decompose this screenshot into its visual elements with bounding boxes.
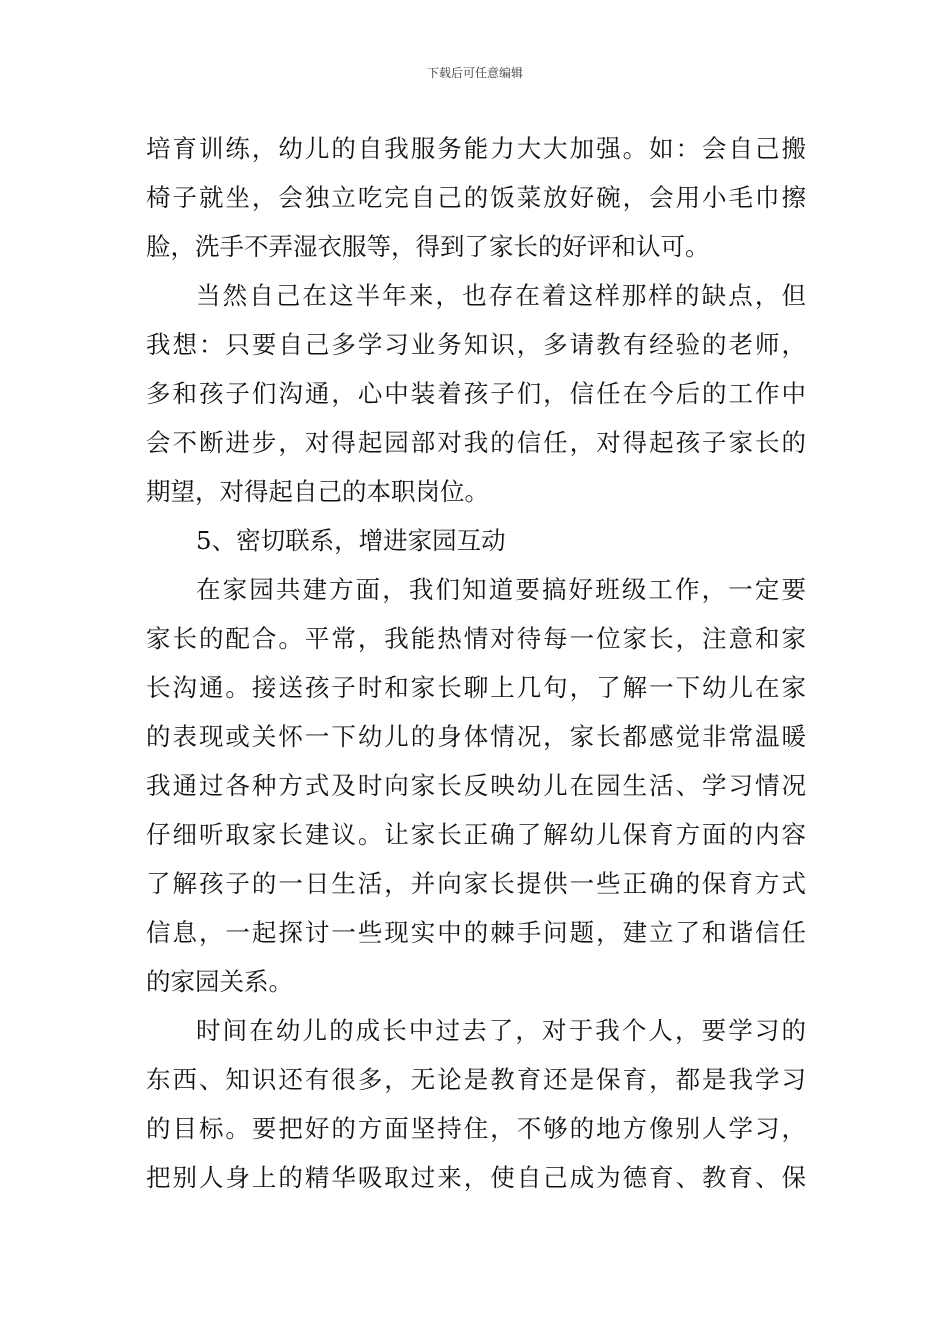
- paragraph-first-line: 当然自己在这半年来，也存在着这样那样的缺点，但: [196, 281, 806, 310]
- text-line: 椅子就坐，会独立吃完自己的饭菜放好碗，会用小毛巾擦: [146, 183, 806, 212]
- text-line: 培育训练，幼儿的自我服务能力大大加强。如：会自己搬: [146, 134, 806, 163]
- text-line: 会不断进步，对得起园部对我的信任，对得起孩子家长的: [146, 428, 806, 457]
- text-line: 家长的配合。平常，我能热情对待每一位家长，注意和家: [146, 624, 806, 653]
- text-line: 多和孩子们沟通，心中装着孩子们，信任在今后的工作中: [146, 379, 806, 408]
- document-body: [146, 124, 806, 1202]
- text-line: 东西、知识还有很多，无论是教育还是保育，都是我学习: [146, 1065, 806, 1094]
- text-line: 我通过各种方式及时向家长反映幼儿在园生活、学习情况: [146, 771, 806, 800]
- text-line: 期望，对得起自己的本职岗位。: [146, 477, 489, 506]
- section-heading: 5、密切联系，增进家园互动: [196, 526, 506, 555]
- page-header: 下载后可任意编辑: [426, 66, 523, 80]
- paragraph-first-line: 时间在幼儿的成长中过去了，对于我个人，要学习的: [196, 1016, 806, 1045]
- text-line: 的目标。要把好的方面坚持住，不够的地方像别人学习，: [146, 1114, 806, 1143]
- paragraph-first-line: 在家园共建方面，我们知道要搞好班级工作，一定要: [196, 575, 806, 604]
- text-line: 脸，洗手不弄湿衣服等，得到了家长的好评和认可。: [146, 232, 710, 261]
- text-line: 信息，一起探讨一些现实中的棘手问题，建立了和谐信任: [146, 918, 806, 947]
- text-line: 我想：只要自己多学习业务知识，多请教有经验的老师，: [146, 330, 806, 359]
- text-line: 了解孩子的一日生活，并向家长提供一些正确的保育方式: [146, 869, 806, 898]
- text-line: 把别人身上的精华吸取过来，使自己成为德育、教育、保: [146, 1163, 806, 1192]
- text-line: 的表现或关怀一下幼儿的身体情况，家长都感觉非常温暖: [146, 722, 806, 751]
- text-line: 仔细听取家长建议。让家长正确了解幼儿保育方面的内容: [146, 820, 806, 849]
- text-line: 的家园关系。: [146, 967, 293, 996]
- text-line: 长沟通。接送孩子时和家长聊上几句，了解一下幼儿在家: [146, 673, 806, 702]
